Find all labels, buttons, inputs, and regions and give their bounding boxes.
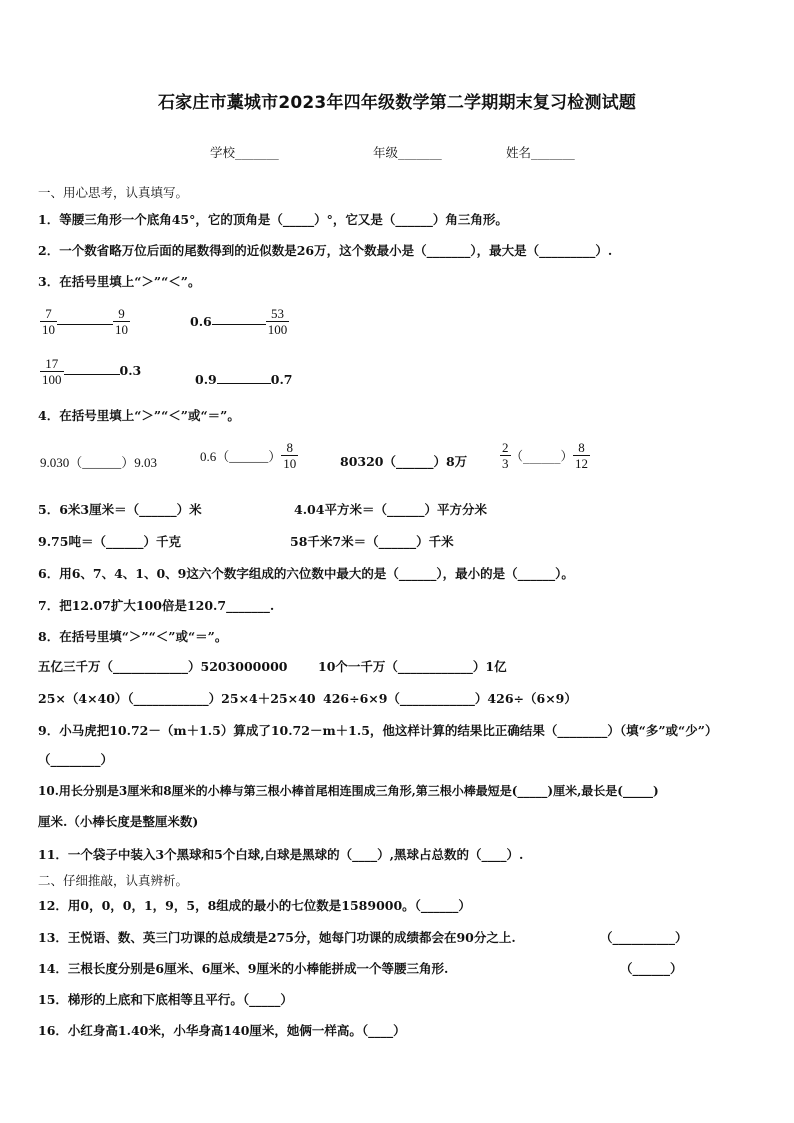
question-13-blank: （__________） — [600, 930, 688, 945]
section-heading-1: 一、用心思考，认真填写。 — [38, 185, 189, 200]
question-11: 11．一个袋子中装入3个黑球和5个白球,白球是黑球的（____）,黑球占总数的（____）. — [38, 847, 524, 862]
question-5c: 9.75吨＝（______）千克 — [38, 534, 181, 549]
question-5a: 5．6米3厘米＝（______）米 — [38, 502, 202, 517]
question-13: 13．王悦语、数、英三门功课的总成绩是275分，她每门功课的成绩都会在90分之上. — [38, 930, 516, 945]
question-16: 16．小红身高1.40米，小华身高140厘米，她俩一样高。（____） — [38, 1023, 406, 1038]
question-8c: 25×（4×40）（____________）25×4＋25×40 — [38, 691, 316, 706]
fraction: $\frac{8}{10}$ — [283, 440, 297, 471]
q3-item-b: 0.6 $\frac{53}{100}$ — [190, 306, 288, 337]
question-14: 14．三根长度分别是6厘米、6厘米、9厘米的小棒能拼成一个等腰三角形. — [38, 961, 449, 976]
q4-item-a: 9.030（______）9.03 — [40, 455, 158, 470]
section-heading-2: 二、仔细推敲，认真辨析。 — [38, 873, 189, 888]
question-9-answer: （________） — [38, 752, 114, 767]
fraction: $\frac{7}{10}$ — [42, 306, 55, 337]
question-10: 10.用长分别是3厘米和8厘米的小棒与第三根小棒首尾相连围成三角形,第三根小棒最短是(_____)厘米,最长是(_____) — [38, 784, 659, 798]
question-8a: 五亿三千万（____________）5203000000 — [38, 659, 288, 674]
fraction: $\frac{2}{3}$ — [502, 440, 509, 471]
fraction: $\frac{53}{100}$ — [267, 306, 288, 337]
question-2: 2．一个数省略万位后面的尾数得到的近似数是26万，这个数最小是（_______），最大是（_________）. — [38, 243, 613, 258]
question-1: 1．等腰三角形一个底角45°，它的顶角是（_____）°，它又是（______）角三角形。 — [38, 212, 508, 227]
fraction: $\frac{8}{12}$ — [575, 440, 589, 471]
q4-item-c: 80320（______）8万 — [340, 454, 468, 469]
question-8d: 426÷6×9（____________）426÷（6×9） — [323, 691, 577, 706]
q4-item-d: $\frac{2}{3}$ （______） $\frac{8}{12}$ — [502, 440, 589, 471]
question-4: 4．在括号里填上“＞”“＜”或“＝”。 — [38, 408, 240, 423]
question-12: 12．用0，0，0，1，9，5，8组成的最小的七位数是1589000。（______） — [38, 898, 471, 913]
school-field: 学校_______ — [210, 145, 279, 160]
q3-item-a — [40, 306, 130, 337]
fraction: $\frac{9}{10}$ — [115, 306, 128, 337]
q4-item-b: 0.6（______） $\frac{8}{10}$ — [200, 440, 297, 471]
fraction: $\frac{17}{100}$ — [42, 356, 62, 387]
question-8b: 10个一千万（____________）1亿 — [318, 659, 507, 674]
question-9: 9．小马虎把10.72－（m＋1.5）算成了10.72－m＋1.5，他这样计算的结果比正确结果（________）（填“多”或“少”） — [38, 723, 718, 738]
question-15: 15．梯形的上底和下底相等且平行。（_____） — [38, 992, 293, 1007]
name-field: 姓名_______ — [506, 145, 575, 160]
q3-item-c: $\frac{17}{100}$ 0.3 — [42, 356, 142, 387]
question-8: 8．在括号里填“＞”“＜”或“＝”。 — [38, 629, 228, 644]
question-3: 3．在括号里填上“＞”“＜”。 — [38, 274, 201, 289]
page-title: 石家庄市藁城市2023年四年级数学第二学期期末复习检测试题 — [157, 93, 637, 113]
question-14-blank: （______） — [620, 961, 683, 976]
question-5d: 58千米7米＝（______）千米 — [290, 534, 454, 549]
q3-item-d: 0.9 0.7 — [195, 372, 293, 387]
grade-field: 年级_______ — [373, 145, 442, 160]
question-10-cont: 厘米.（小棒长度是整厘米数) — [38, 814, 199, 829]
question-5b: 4.04平方米＝（______）平方分米 — [294, 502, 487, 517]
question-7: 7．把12.07扩大100倍是120.7_______. — [38, 598, 275, 613]
question-6: 6．用6、7、4、1、0、9这六个数字组成的六位数中最大的是（______），最小的是（______）。 — [38, 566, 574, 581]
